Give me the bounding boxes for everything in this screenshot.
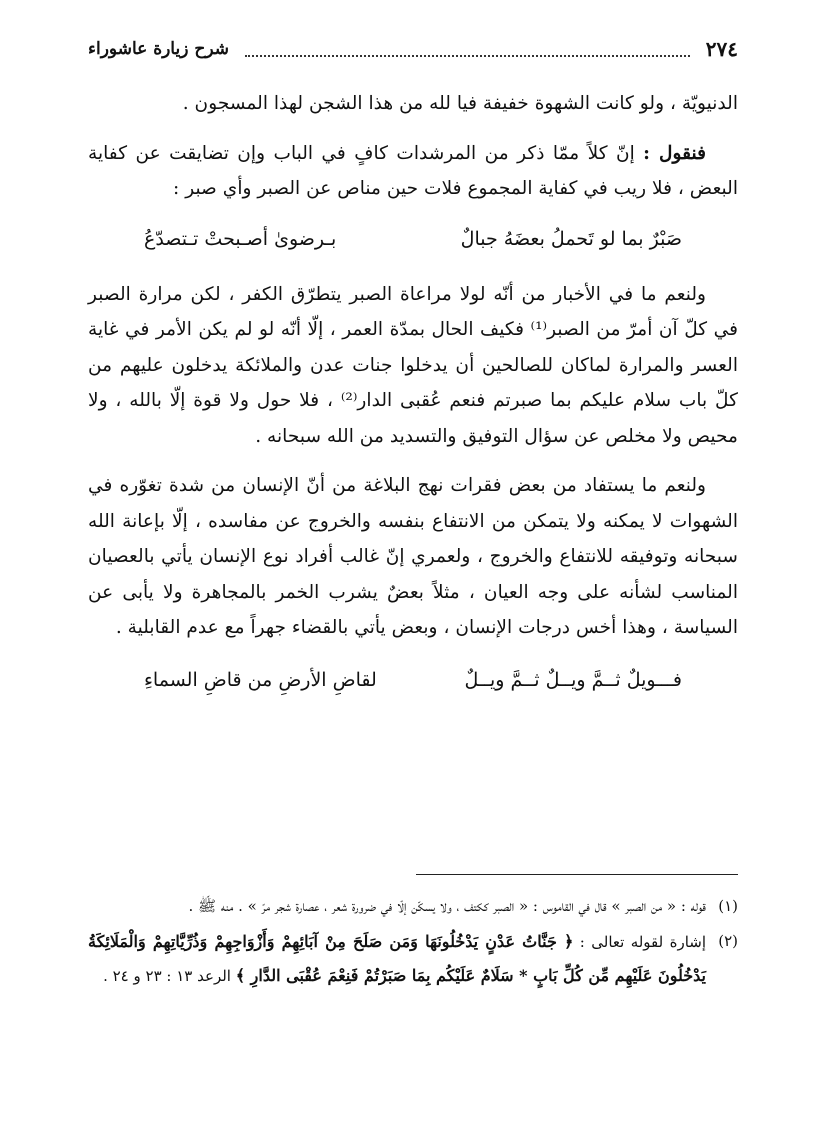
verse-1-first-hemistich: صَبْرٌ بما لو تَحملُ بعضَهُ جبالٌ bbox=[460, 227, 682, 250]
paragraph-1: الدنيويّة ، ولو كانت الشهوة خفيفة فيا لله من هذا الشجن لهذا المسجون . bbox=[182, 93, 738, 114]
verse-2-first-hemistich: فـــويلٌ ثــمَّ ويــلٌ ثــمَّ ويــلٌ bbox=[464, 668, 682, 691]
footnote-citation: الرعد ١٣ : ٢٣ و ٢٤ . bbox=[103, 967, 236, 985]
paragraph-3: ولنعم ما في الأخبار من أنّه لولا مراعاة الصبر يتطرّق الكفر ، لكن مرارة الصبر في كلّ آن أمرّ من الصبر⁽¹⁾ فكيف الحال بمدّة العمر ، إلّا أنّه لو لم يكن الأمر في غاية العسر والمرارة لماكان للصالحين أن يدخلوا جنات عدن والملائكة يدخلون عليهم من كلّ باب سلام عليكم بما صبرتم فنعم عُقبى الدار⁽²⁾ ، فلا حول ولا قوة إلّا بالله ، ولا محيص ولا مخلص عن سؤال التوفيق والتسديد من الله سبحانه . bbox=[88, 283, 738, 447]
footnote-text bbox=[88, 925, 706, 993]
footnote-2 bbox=[88, 925, 738, 993]
paragraph-2 bbox=[88, 136, 738, 207]
verse-2-second-hemistich: لقاضِ الأرضِ من قاضِ السماءِ bbox=[144, 668, 377, 691]
quran-verse: ﴿ جَنَّاتُ عَدْنٍ يَدْخُلُونَهَا وَمَن صَلَحَ مِنْ آبَائِهِمْ وَأَزْوَاجِهِمْ وَذُرِّيَّاتِهِمْ وَالْمَلَائِكَةُ يَدْخُلُونَ عَلَيْهِم مِّن كُلِّ بَابٍ * سَلَامٌ عَلَيْكُم بِمَا صَبَرْتُمْ فَنِعْمَ عُقْبَى الدَّارِ ﴾ bbox=[88, 932, 706, 985]
dotted-leader bbox=[245, 41, 690, 57]
footnote-separator bbox=[416, 874, 738, 875]
footnote-prefix: إشارة لقوله تعالى : bbox=[573, 933, 707, 951]
page-number: ٢٧٤ bbox=[705, 37, 738, 61]
footnote-number: (١) bbox=[718, 897, 738, 915]
footnote-text: قوله : « من الصبر » قال في القاموس : « الصبر ككتف ، ولا يسكّن إلّا في ضرورة شعر ، عصارة شجر مرّ » . منه ﷺ . bbox=[188, 897, 706, 915]
footnotes bbox=[88, 890, 738, 995]
lead-word: فنقول : bbox=[643, 142, 706, 164]
running-title: شرح زيارة عاشوراء bbox=[88, 39, 229, 59]
paragraph-2-text: إنّ كلاً ممّا ذكر من المرشدات كافٍ في الباب وإن تضايقت عن كفاية البعض ، فلا ريب في كفاية المجموع فلات حين مناص عن الصبر وأي صبر : bbox=[88, 142, 738, 199]
main-text bbox=[88, 86, 738, 718]
footnote-1 bbox=[88, 890, 738, 923]
footnote-number: (٢) bbox=[718, 932, 738, 950]
verse-1-second-hemistich: بـرضوىٰ أصـبحتْ تـتصدّعُ bbox=[144, 227, 337, 250]
verse-1 bbox=[144, 219, 682, 259]
verse-2 bbox=[144, 660, 682, 700]
running-header bbox=[88, 34, 738, 64]
paragraph-4: ولنعم ما يستفاد من بعض فقرات نهج البلاغة من أنّ الإنسان من شدة تغوّره في الشهوات لا يمكنه ولا يتمكن من الانتفاع بنفسه والخروج عن مفاسده ، إلّا بإعانة الله سبحانه وتوفيقه للانتفاع والخروج ، ولعمري إنّ غالب أفراد نوع الإنسان يأتي بالعصيان المناسب لشأنه على وجه العيان ، مثلاً بعضٌ يشرب الخمر بالمجاهرة ولا يأبى عن السياسة ، وهذا أخس درجات الإنسان ، وبعض يأتي بالقضاء جهراً مع عدم القابلية . bbox=[88, 475, 738, 638]
